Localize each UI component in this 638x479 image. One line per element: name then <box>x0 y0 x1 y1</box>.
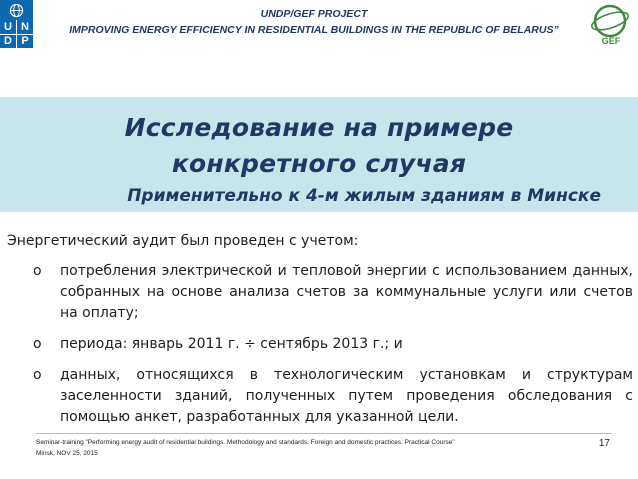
gef-logo-text: GEF <box>601 36 621 46</box>
undp-letter: D <box>0 35 16 49</box>
slide-title <box>0 110 638 182</box>
slide-title-line-2: конкретного случая <box>171 149 467 178</box>
page-number: 17 <box>598 438 610 449</box>
globe-icon <box>9 3 24 18</box>
slide-body <box>7 231 633 438</box>
bullet-marker: o <box>33 263 42 279</box>
body-intro: Энергетический аудит был проведен с учетом: <box>7 233 359 249</box>
footer-divider <box>36 433 612 434</box>
list-item <box>7 261 633 324</box>
list-item <box>7 365 633 428</box>
bullet-marker: o <box>33 367 42 383</box>
header-line-2: IMPROVING ENERGY EFFICIENCY IN RESIDENTIAL BUILDINGS IN THE REPUBLIC OF BELARUS” <box>69 24 559 36</box>
slide-subtitle: Применительно к 4-м жилым зданиям в Минске <box>127 186 601 206</box>
undp-letters <box>0 20 33 48</box>
footer-seminar-title: Seminar-training "Performing energy audit of residential buildings. Methodology and standards. Foreign and domestic practices. Practical Course" <box>36 439 455 446</box>
list-item-text: периода: январь 2011 г. ÷ сентябрь 2013 г.; и <box>60 336 403 352</box>
gef-logo <box>588 2 634 48</box>
header-line-1: UNDP/GEF PROJECT <box>260 8 368 20</box>
list-item-text: потребления электрической и тепловой энергии с использованием данных, собранных на основе анализа счетов за коммунальные услуги или счетов на оплату; <box>60 263 633 321</box>
bullet-marker: o <box>33 336 42 352</box>
project-header <box>36 6 592 38</box>
undp-letter: U <box>0 20 16 34</box>
list-item <box>7 334 633 355</box>
undp-letter: P <box>17 35 33 49</box>
footer <box>36 437 576 459</box>
undp-letter: N <box>17 20 33 34</box>
list-item-text: данных, относящихся в технологическим установкам и структурам заселенности зданий, полученных путем проведения обследования с помощью анкет, разработанных для указанной цели. <box>60 367 633 425</box>
undp-logo <box>0 0 33 48</box>
footer-place-date: Minsk, NOV 25, 2015 <box>36 450 98 457</box>
slide-title-line-1: Исследование на примере <box>124 113 514 142</box>
